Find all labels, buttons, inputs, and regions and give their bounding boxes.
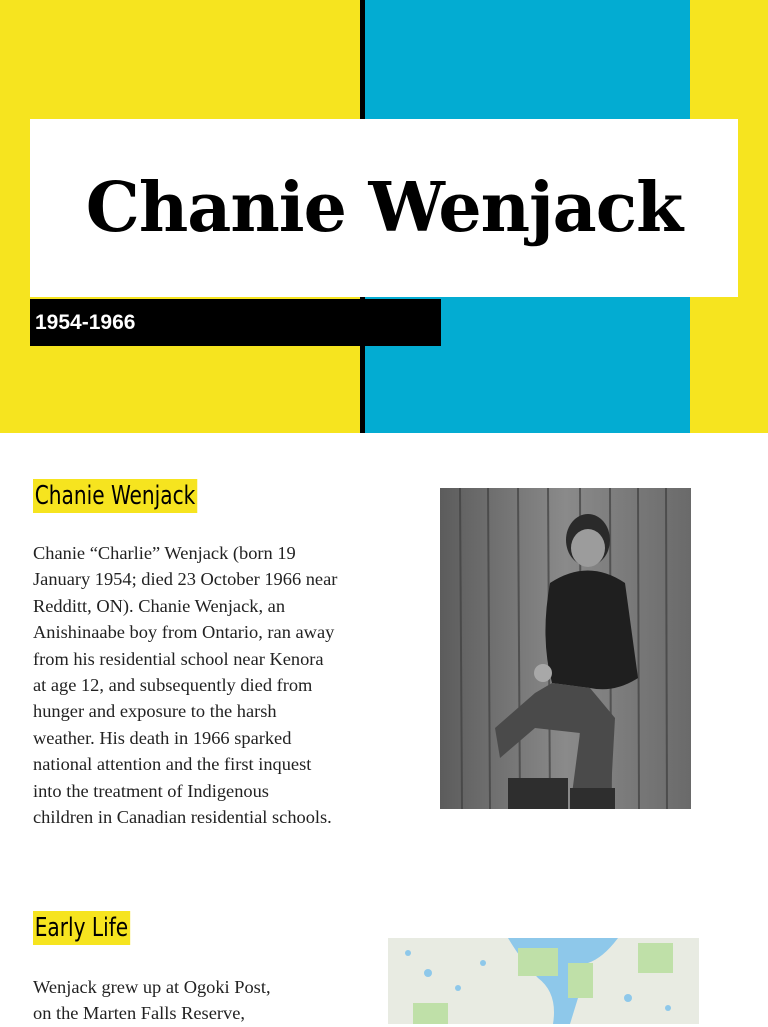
- text-line: at age 12, and subsequently died from: [33, 675, 313, 696]
- text-line: into the treatment of Indigenous: [33, 780, 269, 801]
- text-line: Wenjack grew up at Ogoki Post,: [33, 977, 271, 997]
- map-image: [388, 938, 699, 1024]
- boy-photo-image: [440, 488, 691, 809]
- title-card: [30, 119, 738, 297]
- text-line: on the Marten Falls Reserve,: [33, 1003, 245, 1024]
- location-map: [388, 938, 699, 1024]
- text-line: Redditt, ON). Chanie Wenjack, an: [33, 595, 286, 616]
- text-line: Chanie “Charlie” Wenjack (born 19: [33, 543, 296, 563]
- text-line: from his residential school near Kenora: [33, 648, 324, 669]
- text-line: Anishinaabe boy from Ontario, ran away: [33, 622, 335, 643]
- early-life-paragraph: [33, 974, 373, 1027]
- years-bar: [30, 299, 441, 346]
- lifespan-years: 1954-1966: [35, 310, 136, 334]
- text-line: January 1954; died 23 October 1966 near: [33, 569, 338, 590]
- section-heading-early-life: Early Life: [34, 913, 129, 943]
- portrait-photo: [440, 488, 691, 809]
- biography-paragraph: [33, 540, 403, 830]
- page-title: Chanie Wenjack: [85, 168, 683, 248]
- text-line: national attention and the first inquest: [33, 754, 312, 775]
- section-heading-biography: Chanie Wenjack: [34, 481, 196, 511]
- text-line: children in Canadian residential schools.: [33, 807, 332, 828]
- text-line: weather. His death in 1966 sparked: [33, 727, 292, 748]
- text-line: hunger and exposure to the harsh: [33, 701, 277, 722]
